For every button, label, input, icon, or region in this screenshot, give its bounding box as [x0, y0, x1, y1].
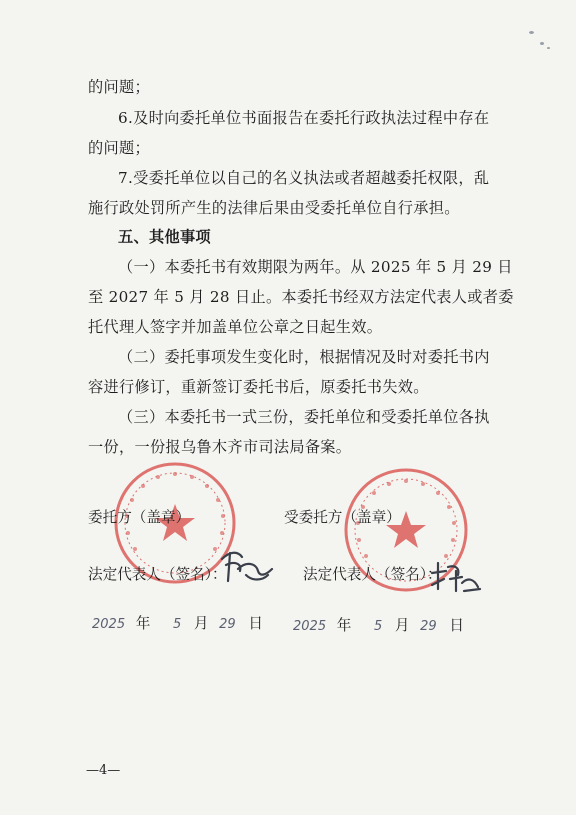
left-signature [216, 545, 278, 589]
clause-line: （一）本委托书有效期限为两年。从 2025 年 5 月 29 日 [118, 258, 513, 276]
left-representative-label: 法定代表人（签名）： [88, 566, 227, 583]
scan-speck [540, 42, 544, 45]
body-line: 7.受委托单位以自己的名义执法或者超越委托权限，乱 [118, 169, 490, 187]
right-date-month: 5 [373, 619, 383, 634]
left-date-month-char: 月 [193, 615, 209, 632]
scan-speck [547, 47, 550, 49]
right-signing-date [293, 614, 464, 635]
left-party-label: 委托方（盖章） [88, 509, 191, 526]
clause-line: （三）本委托书一式三份，委托单位和受委托单位各执 [118, 408, 490, 426]
left-date-month: 5 [172, 617, 182, 632]
clause-line: 至 2027 年 5 月 28 日止。本委托书经双方法定代表人或者委 [88, 288, 514, 306]
body-line: 施行政处罚所产生的法律后果由受委托单位自行承担。 [88, 199, 460, 217]
clause-line: 托代理人签字并加盖单位公章之日起生效。 [88, 318, 383, 336]
section-heading: 五、其他事项 [118, 228, 211, 246]
body-line: 的问题； [88, 78, 150, 96]
scan-speck [529, 31, 534, 34]
right-party-label: 受委托方（盖章） [284, 509, 401, 526]
clause-line: 一份，一份报乌鲁木齐市司法局备案。 [88, 438, 352, 456]
left-date-day: 29 [219, 617, 236, 632]
right-date-day-char: 日 [449, 617, 464, 634]
left-signing-date [92, 612, 263, 633]
right-date-year: 2025 [293, 619, 327, 634]
right-date-day: 29 [420, 619, 437, 634]
clause-line: （二）委托事项发生变化时，根据情况及时对委托书内 [118, 348, 490, 366]
left-date-day-char: 日 [248, 615, 263, 632]
right-representative-label: 法定代表人（签名）： [303, 566, 442, 583]
right-signature [428, 557, 484, 597]
left-date-year-char: 年 [135, 615, 151, 632]
right-date-month-char: 月 [394, 617, 410, 634]
body-line: 的问题； [88, 139, 150, 157]
page-number: —4— [86, 763, 121, 778]
left-date-year: 2025 [92, 617, 126, 632]
clause-line: 容进行修订，重新签订委托书后，原委托书失效。 [88, 378, 429, 396]
body-line: 6.及时向委托单位书面报告在委托行政执法过程中存在 [118, 109, 490, 127]
right-date-year-char: 年 [336, 617, 352, 634]
